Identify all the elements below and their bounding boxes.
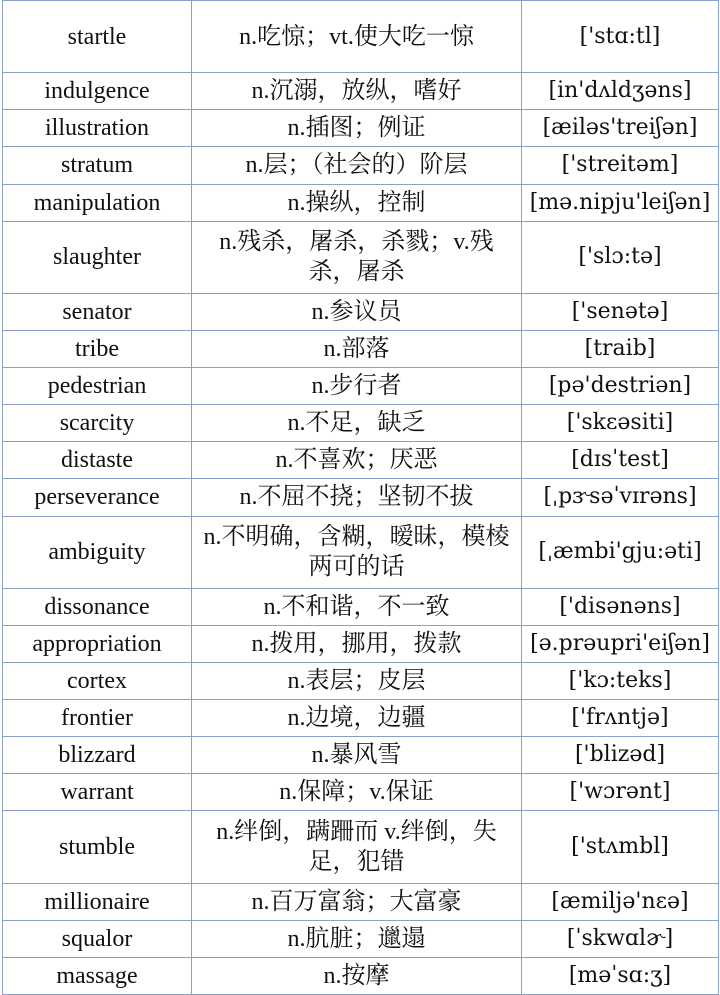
phonetic-cell: [ˈskwɑlɚ] <box>522 920 719 957</box>
vocab-row <box>3 516 719 588</box>
word-cell: appropriation <box>3 625 192 662</box>
meaning-cell: n.沉溺，放纵，嗜好 <box>192 73 522 110</box>
phonetic-cell: [ˌæmbi'gju:əti] <box>522 516 719 588</box>
phonetic-cell: ['stɑ:tl] <box>522 1 719 73</box>
vocab-row <box>3 774 719 811</box>
word-cell: illustration <box>3 110 192 147</box>
word-cell: blizzard <box>3 737 192 774</box>
phonetic-cell: ['frʌntjə] <box>522 700 719 737</box>
word-cell: distaste <box>3 442 192 479</box>
phonetic-cell: ['senətə] <box>522 293 719 330</box>
meaning-cell: n.不明确，含糊，暧昧，模棱两可的话 <box>192 516 522 588</box>
vocab-row <box>3 73 719 110</box>
vocab-row <box>3 368 719 405</box>
vocab-row <box>3 405 719 442</box>
meaning-cell: n.不和谐，不一致 <box>192 588 522 625</box>
meaning-cell: n.层；（社会的）阶层 <box>192 147 522 184</box>
phonetic-cell: ['kɔ:teks] <box>522 662 719 699</box>
vocab-row <box>3 700 719 737</box>
meaning-cell: n.暴风雪 <box>192 737 522 774</box>
word-cell: massage <box>3 957 192 994</box>
meaning-cell: n.肮脏；邋遢 <box>192 920 522 957</box>
vocab-row <box>3 479 719 516</box>
vocabulary-table-body <box>3 1 719 995</box>
meaning-cell: n.表层；皮层 <box>192 662 522 699</box>
word-cell: frontier <box>3 700 192 737</box>
phonetic-cell: [dɪsˈtest] <box>522 442 719 479</box>
vocab-row <box>3 110 719 147</box>
phonetic-cell: [mə.nipju'leiʃən] <box>522 184 719 221</box>
vocab-row <box>3 221 719 293</box>
word-cell: tribe <box>3 330 192 367</box>
word-cell: dissonance <box>3 588 192 625</box>
word-cell: perseverance <box>3 479 192 516</box>
phonetic-cell: [æiləs'treiʃən] <box>522 110 719 147</box>
vocab-row <box>3 1 719 73</box>
word-cell: pedestrian <box>3 368 192 405</box>
word-cell: millionaire <box>3 883 192 920</box>
meaning-cell: n.操纵，控制 <box>192 184 522 221</box>
phonetic-cell: [pə'destriən] <box>522 368 719 405</box>
vocab-row <box>3 293 719 330</box>
vocab-row <box>3 147 719 184</box>
meaning-cell: n.绊倒，蹒跚而 v.绊倒，失足，犯错 <box>192 811 522 883</box>
word-cell: squalor <box>3 920 192 957</box>
word-cell: stumble <box>3 811 192 883</box>
vocab-row <box>3 442 719 479</box>
meaning-cell: n.插图；例证 <box>192 110 522 147</box>
word-cell: stratum <box>3 147 192 184</box>
vocab-row <box>3 957 719 994</box>
meaning-cell: n.参议员 <box>192 293 522 330</box>
phonetic-cell: [æmiljə'nɛə] <box>522 883 719 920</box>
vocab-row <box>3 737 719 774</box>
meaning-cell: n.不足，缺乏 <box>192 405 522 442</box>
vocab-row <box>3 588 719 625</box>
phonetic-cell: ['wɔrənt] <box>522 774 719 811</box>
phonetic-cell: ['blizəd] <box>522 737 719 774</box>
phonetic-cell: ['slɔ:tə] <box>522 221 719 293</box>
meaning-cell: n.边境，边疆 <box>192 700 522 737</box>
meaning-cell: n.百万富翁；大富豪 <box>192 883 522 920</box>
vocab-row <box>3 625 719 662</box>
meaning-cell: n.部落 <box>192 330 522 367</box>
word-cell: senator <box>3 293 192 330</box>
word-cell: startle <box>3 1 192 73</box>
phonetic-cell: [traib] <box>522 330 719 367</box>
word-cell: warrant <box>3 774 192 811</box>
vocab-row <box>3 920 719 957</box>
word-cell: scarcity <box>3 405 192 442</box>
vocab-row <box>3 662 719 699</box>
meaning-cell: n.残杀，屠杀，杀戮；v.残杀，屠杀 <box>192 221 522 293</box>
vocab-row <box>3 883 719 920</box>
word-cell: slaughter <box>3 221 192 293</box>
phonetic-cell: [ə.prəupri'eiʃən] <box>522 625 719 662</box>
phonetic-cell: ['skɛəsiti] <box>522 405 719 442</box>
vocab-row <box>3 330 719 367</box>
vocabulary-table <box>2 0 719 995</box>
phonetic-cell: ['streitəm] <box>522 147 719 184</box>
meaning-cell: n.拨用，挪用，拨款 <box>192 625 522 662</box>
phonetic-cell: ['disənəns] <box>522 588 719 625</box>
phonetic-cell: ['stʌmbl] <box>522 811 719 883</box>
meaning-cell: n.步行者 <box>192 368 522 405</box>
meaning-cell: n.保障；v.保证 <box>192 774 522 811</box>
word-cell: indulgence <box>3 73 192 110</box>
meaning-cell: n.不屈不挠；坚韧不拔 <box>192 479 522 516</box>
meaning-cell: n.吃惊；vt.使大吃一惊 <box>192 1 522 73</box>
vocab-row <box>3 184 719 221</box>
vocab-row <box>3 811 719 883</box>
word-cell: cortex <box>3 662 192 699</box>
word-cell: manipulation <box>3 184 192 221</box>
meaning-cell: n.不喜欢；厌恶 <box>192 442 522 479</box>
phonetic-cell: [ˌpɝsəˈvɪrəns] <box>522 479 719 516</box>
phonetic-cell: [in'dʌldʒəns] <box>522 73 719 110</box>
word-cell: ambiguity <box>3 516 192 588</box>
phonetic-cell: [məˈsɑ:ʒ] <box>522 957 719 994</box>
meaning-cell: n.按摩 <box>192 957 522 994</box>
